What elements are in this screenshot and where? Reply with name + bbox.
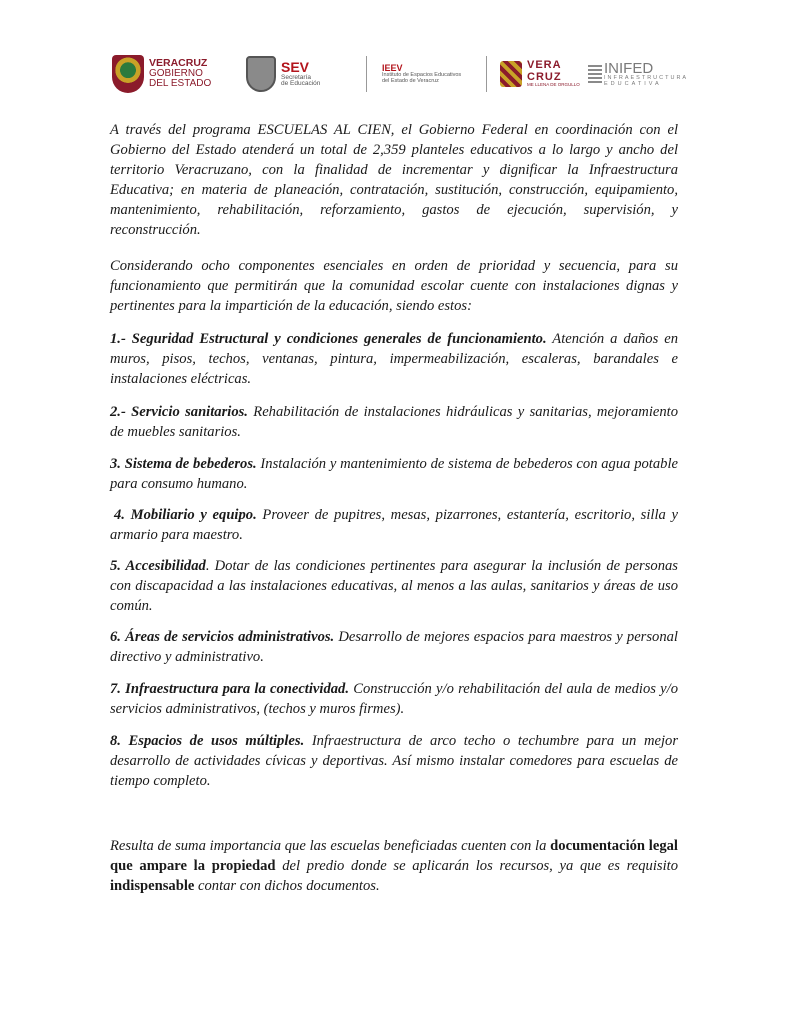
item-3-text: Instalación y mantenimiento de sistema de bebederos con agua potable para consumo humano.	[110, 456, 678, 492]
item-4-text: Proveer de pupitres, mesas, pizarrones, estantería, escritorio, silla y armario para maestro.	[110, 507, 678, 543]
intro-paragraph: A través del programa ESCUELAS AL CIEN, el Gobierno Federal en coordinación con el Gobierno del Estado atenderá un total de 2,359 planteles educativos a lo largo y ancho del territorio Veracruzano, con la finalidad de incrementar y dignificar la Infraestructura Educativa; en materia de planeación, contratación, sustitución, construcción, equipamiento, mantenimiento, rehabilitación, reforzamiento, gastos de ejecución, supervisión, y reconstrucción.	[110, 122, 678, 238]
considerando-paragraph: Considerando ocho componentes esenciales en orden de prioridad y secuencia, para su funcionamiento que permitirán que la comunidad escolar cuente con instalaciones dignas y pertinentes para la impartición de la educación, siendo estos:	[110, 258, 678, 314]
item-7-text: Construcción y/o rehabilitación del aula de medios y/o servicios administrativos, (techos y muros firmes).	[110, 681, 679, 717]
document-body	[110, 120, 678, 896]
veracruz-line1: VERACRUZ	[149, 57, 208, 70]
inifed-title: INIFED	[604, 59, 654, 77]
item-3	[110, 454, 678, 494]
item-5-text: . Dotar de las condiciones pertinentes para asegurar la inclusión de personas con discapacidad a las instalaciones educativas, al menos a las aulas, sanitarios y áreas de uso común.	[110, 558, 678, 614]
closing-part1: Resulta de suma importancia que las escuelas beneficiadas cuenten con la	[110, 838, 551, 854]
item-1	[110, 329, 678, 389]
closing-paragraph	[110, 836, 678, 896]
closing-bold2: indispensable	[110, 878, 195, 894]
item-4-title: 4. Mobiliario y equipo.	[114, 507, 257, 523]
item-2-title: 2.- Servicio sanitarios.	[110, 404, 248, 420]
item-6-title: 6. Áreas de servicios administrativos.	[110, 629, 335, 645]
divider	[486, 56, 487, 92]
vera-line1: VERA	[527, 59, 562, 72]
item-5-title: 5. Accesibilidad	[110, 558, 206, 574]
logo-sev	[246, 50, 320, 98]
header-logos	[0, 50, 785, 100]
logo-inifed	[588, 50, 688, 98]
item-6-text: Desarrollo de mejores espacios para maestros y personal directivo y administrativo.	[110, 629, 678, 665]
item-8-text: Infraestructura de arco techo o techumbre para un mejor desarrollo de actividades cívicas y deportivas. Así mismo instalar comedores para escuelas de tiempo completo.	[110, 733, 678, 789]
ieev-line1: Instituto de Espacios Educativos	[382, 71, 462, 78]
inifed-line2: EDUCATIVA	[604, 80, 662, 87]
logo-veracruz-orgullo	[500, 50, 580, 98]
item-2-text: Rehabilitación de instalaciones hidráulicas y sanitarias, mejoramiento de muebles sanitarios.	[110, 404, 678, 440]
item-7	[110, 679, 678, 719]
sev-line1: Secretaría	[281, 73, 311, 81]
vera-tagline: ME LLENA DE ORGULLO	[527, 81, 580, 87]
logo-veracruz-gobierno	[112, 50, 211, 98]
divider	[366, 56, 367, 92]
sev-line2: de Educación	[281, 80, 321, 88]
item-2	[110, 402, 678, 442]
inifed-line1: INFRAESTRUCTURA	[604, 75, 689, 82]
sev-shield-icon	[246, 56, 276, 92]
veracruz-line3: DEL ESTADO	[149, 78, 212, 90]
ieev-title: IEEV	[382, 62, 403, 73]
ieev-line2: del Estado de Veracruz	[382, 77, 439, 84]
veracruz-shield-icon	[112, 55, 144, 93]
item-1-title: 1.- Seguridad Estructural y condiciones generales de funcionamiento.	[110, 331, 547, 347]
closing-part3: contar con dichos documentos.	[194, 878, 380, 894]
veracruz-emblem-icon	[500, 61, 522, 87]
item-8-title: 8. Espacios de usos múltiples.	[110, 733, 305, 749]
closing-bold1: documentación legal que ampare la propiedad	[110, 838, 678, 874]
vera-line2: CRUZ	[527, 70, 562, 83]
inifed-grid-icon	[588, 65, 602, 83]
closing-part2: del predio donde se aplicarán los recursos, ya que es requisito	[275, 858, 678, 874]
item-7-title: 7. Infraestructura para la conectividad.	[110, 681, 349, 697]
item-4	[110, 505, 678, 545]
logo-ieev	[382, 50, 461, 98]
item-8	[110, 731, 678, 791]
sev-title: SEV	[281, 59, 310, 76]
item-3-title: 3. Sistema de bebederos.	[110, 456, 257, 472]
item-5	[110, 556, 678, 616]
veracruz-line2: GOBIERNO	[149, 68, 203, 80]
item-1-text: Atención a daños en muros, pisos, techos, ventanas, pintura, impermeabilización, escaleras, barandales e instalaciones eléctricas.	[110, 331, 679, 387]
item-6	[110, 627, 678, 667]
